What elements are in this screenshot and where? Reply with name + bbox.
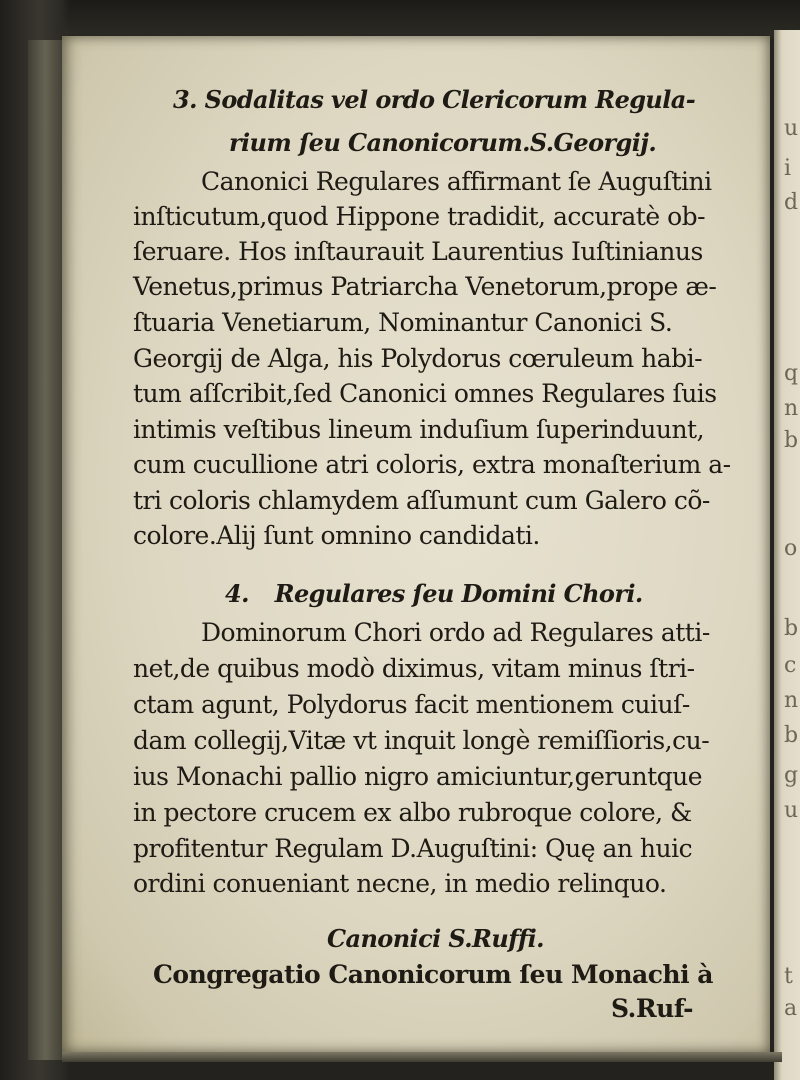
section-3-line: intimis veſtibus lineum induſium ſuperinduunt, <box>133 415 705 444</box>
facing-page-fragment: o <box>784 536 798 561</box>
page-bottom-edge <box>62 1052 782 1062</box>
section-3-line: Georgij de Alga, his Polydorus cœruleum habi- <box>133 344 703 373</box>
section-3-number: 3. <box>173 85 197 114</box>
catchword: S.Ruf- <box>611 994 694 1023</box>
section-3-heading <box>173 85 696 114</box>
facing-page-fragment: n <box>784 688 799 713</box>
section-4-line: Dominorum Chori ordo ad Regulares atti- <box>201 618 710 647</box>
section-4-line: in pectore crucem ex albo rubroque colore, & <box>133 798 692 827</box>
section-4-line: profitentur Regulam D.Auguſtini: Quę an huic <box>133 834 693 863</box>
section-4-number: 4. <box>225 579 249 608</box>
section-5-heading: Canonici S.Ruffi. <box>327 924 544 953</box>
facing-page-edge <box>774 30 800 1080</box>
section-3-line: Canonici Regulares affirmant ſe Auguſtini <box>201 167 712 196</box>
section-3-line: ſtuaria Venetiarum, Nominantur Canonici S. <box>133 308 673 337</box>
facing-page-fragment: c <box>784 653 797 678</box>
section-3-line: colore.Alij ſunt omnino candidati. <box>133 521 540 550</box>
section-4-line: net,de quibus modò diximus, vitam minus ſtri- <box>133 654 695 683</box>
section-3-line: cum cucullione atri coloris, extra monaſterium a- <box>133 450 731 479</box>
facing-page-fragment: b <box>784 428 799 453</box>
section-4-heading <box>225 579 643 608</box>
section-3-line: tri coloris chlamydem aſſumunt cum Galero cõ- <box>133 486 710 515</box>
facing-page-fragment: g <box>784 763 799 788</box>
facing-page-fragment: u <box>784 798 799 823</box>
section-3-line: Venetus,primus Patriarcha Venetorum,prope æ- <box>133 272 717 301</box>
facing-page-fragment: b <box>784 723 799 748</box>
section-3-line: tum aſſcribit,ſed Canonici omnes Regulares ſuis <box>133 379 717 408</box>
section-3-line: ſeruare. Hos inſtaurauit Laurentius Iuſtinianus <box>133 237 703 266</box>
facing-page-fragment: d <box>784 190 799 215</box>
section-3-heading-line-2: rium ſeu Canonicorum.S.Georgij. <box>229 128 657 157</box>
section-3-heading-line-1: Sodalitas vel ordo Clericorum Regula- <box>204 85 696 114</box>
facing-page-fragment: n <box>784 396 799 421</box>
facing-page-fragment: q <box>784 361 799 386</box>
facing-page-fragment: b <box>784 616 799 641</box>
facing-page-fragment: i <box>784 156 792 181</box>
facing-page-fragment: u <box>784 116 799 141</box>
facing-page-fragment: t <box>784 964 793 989</box>
section-4-line: ctam agunt, Polydorus facit mentionem cuiuſ- <box>133 690 690 719</box>
section-4-line: ordini conueniant necne, in medio relinquo. <box>133 869 667 898</box>
section-3-line: inſticutum,quod Hippone tradidit, accuratè ob- <box>133 202 706 231</box>
section-5-line: Congregatio Canonicorum ſeu Monachi à <box>153 960 713 989</box>
facing-page-fragment: a <box>784 996 798 1021</box>
section-4-line: ius Monachi pallio nigro amiciuntur,geruntque <box>133 762 703 791</box>
section-4-line: dam collegij,Vitæ vt inquit longè remiſſioris,cu- <box>133 726 710 755</box>
section-4-heading-text: Regulares ſeu Domini Chori. <box>274 579 643 608</box>
